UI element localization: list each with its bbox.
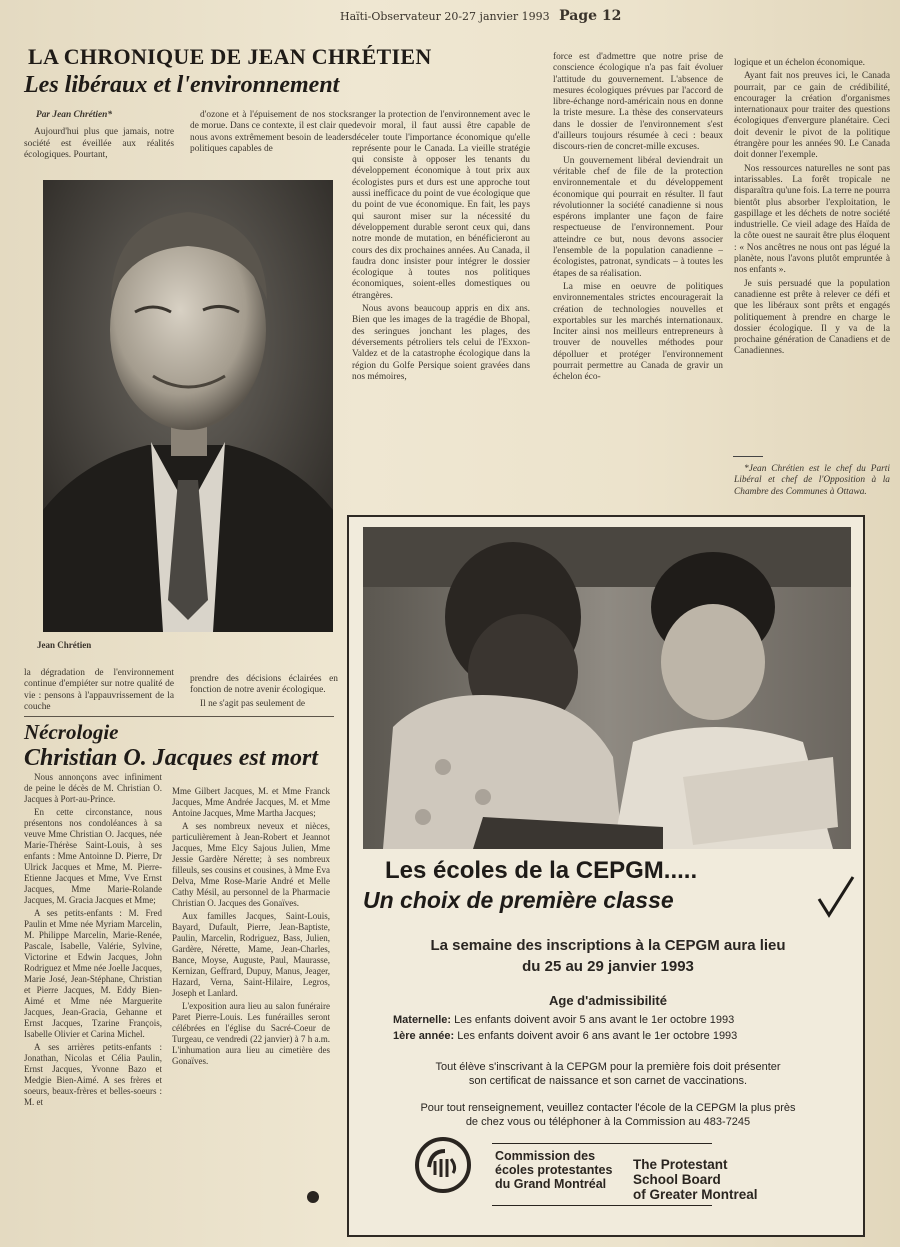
end-bullet — [307, 1191, 319, 1203]
org-name-english — [633, 1157, 758, 1202]
ad-photo — [363, 527, 851, 849]
paragraph: Aux familles Jacques, Saint-Louis, Bayard, Dufault, Pierre, Jean-Baptiste, Paulin, Marcelin, Rodriguez, Bass, Julien, Gardère, Nérette, Mame, Jean-Charles, Bance, Moyse, Auguste, Paul, Maurasse, Kernizan, Geffrard, Dupuy, Manus, Jeager, Hazard, Verna, Saint-Hilaire, Legros, Joseph et Lanlard. — [172, 911, 330, 998]
article-col2-bottom — [190, 674, 338, 718]
ad-maternelle-row — [393, 1014, 734, 1026]
premiere-text: Les enfants doivent avoir 6 ans avant le 1er octobre 1993 — [457, 1030, 738, 1042]
paragraph: ranger la protection de l'environnement avec le devoir moral, il faut aussi être capable de déceler toute l'importance économique qu'elle représente pour le Canada. La vieille stratégie qui consiste à opposer les tenants du développement économique à tout prix aux écologistes purs et durs est une approche tout aussi inefficace du point de vue écologique que du point de vue économique. En fait, les pays qui sauront miser sur la nécessité du développement durable seront ceux qui, dans notre monde de mutation, en bénéficieront au cours des dix prochaines années. Au Canada, il faudra donc insister pour intégrer le dossier écologique à toutes nos politiques économiques, soient-elles domestiques ou étrangères. — [352, 110, 530, 301]
maternelle-label: Maternelle: — [393, 1014, 452, 1026]
obituary-title: Christian O. Jacques est mort — [24, 745, 319, 771]
article-col5 — [734, 58, 890, 448]
masthead — [340, 8, 621, 24]
ad-premiere-row — [393, 1030, 737, 1042]
paragraph: En cette circonstance, nous présentons nos condoléances à sa veuve Mme Christian O. Jacques, née Marie-Thérèse Saint-Louis, à ses enfants : Mme Antoinne D. Pierre, Dr Ulrick Jacques et Mme, M. Pierre-Etienne Jacques et Mme, Vve Ernst Jacques, Mme Marie-Rolande Jacques, M. Gracia Jacques et Mme; — [24, 807, 162, 905]
paragraph: A ses nombreux neveux et nièces, particulièrement à Jean-Robert et Jeannot Jacques, Mme Elcy Sajous Julien, Mme Jessie Gardère Nérette; à ses nombreux filleuls, ses cousins et cousines, à Mme Eva Delva, Mme Rose-Marie André et Melle Cathy Mésil, au personnel de la Pharmacie Christian O. Jacques des Gonaïves. — [172, 821, 330, 908]
ad-contact-line2: de chez vous ou téléphoner à la Commission au 483-7245 — [465, 1116, 751, 1128]
paragraph: Aujourd'hui plus que jamais, notre société est éveillée aux réalités écologiques. Pourtant, — [24, 127, 174, 160]
paragraph: d'ozone et à l'épuisement de nos stocks de morue. Dans ce contexte, il est clair que nous avons extrêmement besoin de leaders politiques capables de — [190, 110, 352, 154]
premiere-label: 1ère année: — [393, 1030, 455, 1042]
obituary-col1 — [24, 772, 162, 1192]
paragraph: A ses petits-enfants : M. Fred Paulin et Mme née Myriam Marcelin, M. Philippe Marcelin, Marie-Renée, Pascale, Isabelle, Valérie, Sylvine, Victorine et Edwin Jacques, John Rodriguez et Mme née Joelle Jacques, Marie José, Jean-Stéphane, Christian et Pierre Jacques, M. Eddy Bien-Aimé et Mme née Marguerite Jacques, Jean-Gracia, Gehanne et Ernst Jacques, Tzarine François, Isabelle Olivier et Carina Michel. — [24, 908, 162, 1039]
paragraph: la dégradation de l'environnement continue d'empiéter sur notre qualité de vie : pensons à l'appauvrissement de la couche — [24, 668, 174, 712]
org-en-line: of Greater Montreal — [633, 1187, 758, 1202]
org-rule-top — [492, 1143, 712, 1144]
photo-caption: Jean Chrétien — [37, 640, 92, 650]
ad-registration-dates: du 25 au 29 janvier 1993 — [522, 958, 694, 975]
article-col4 — [553, 52, 723, 512]
org-name-french — [495, 1149, 612, 1191]
org-rule-bottom — [492, 1205, 712, 1206]
paragraph: Un gouvernement libéral deviendrait un véritable chef de file de la protection environnementale et du développement économique qui pourrait en résulter. Il faut révolutionner la société canadienne si nous espérons implanter une façon de faire respectueuse de l'environnement. Pour atteindre ce but, nous devons associer l'ensemble de la population canadienne – écologistes, patronat, syndicats – à toutes les étapes de sa réalisation. — [553, 155, 723, 279]
article-title: LA CHRONIQUE DE JEAN CHRÉTIEN — [28, 44, 432, 69]
portrait-photo — [43, 180, 333, 632]
paragraph: Nous annonçons avec infiniment de peine le décès de M. Christian O. Jacques à Port-au-Prince. — [24, 772, 162, 804]
paragraph: A ses arrières petits-enfants : Jonathan, Nicolas et Célia Paulin, Ernst Jacques, Yvonne Bazo et Medgie Bien-Aimé. A ses frères et soeurs, beaux-frères et belles-soeurs : M. et — [24, 1042, 162, 1107]
article-col1-top — [24, 110, 174, 176]
org-en-line: School Board — [633, 1172, 721, 1187]
footnote-divider — [733, 456, 763, 457]
author-footnote — [734, 464, 890, 514]
org-fr-line: écoles protestantes — [495, 1163, 613, 1177]
paragraph: Il ne s'agit pas seulement de — [200, 698, 306, 709]
cepgm-advertisement — [347, 515, 865, 1237]
children-reading-image — [363, 527, 851, 849]
ad-note-line1: Tout élève s'inscrivant à la CEPGM pour la première fois doit présenter — [435, 1061, 781, 1073]
article-col3 — [352, 110, 530, 506]
paragraph: Nos ressources naturelles ne sont pas intarissables. La forêt tropicale ne disparaîtra qu'une fois. La terre ne pourra bientôt plus absorber l'exploitation, le gaspillage et les déchets de notre société industrielle. Ce vieil adage des Haïda de la côte ouest ne saurait être plus éloquent : « Nos ancêtres ne nous ont pas légué la planète, nous l'avons plutôt empruntée à nos enfants ». — [734, 163, 890, 276]
org-fr-line: du Grand Montréal — [495, 1177, 607, 1191]
org-en-line: The Protestant — [633, 1157, 728, 1172]
org-fr-line: Commission des — [495, 1149, 596, 1163]
portrait-image — [43, 180, 333, 632]
paragraph: force est d'admettre que notre prise de conscience écologique n'a pas fait évoluer l'attitude du gouvernement. L'absence de mesures écologiques prévues par l'accord de libre-échange nord-américain nous en donne la triste mesure. La thèse des conservateurs dans le dossier de l'environnement s'est d'ailleurs toujours résumée à ceci : beaux discours-rien de concret-mille excuses. — [553, 52, 723, 153]
ad-title: Les écoles de la CEPGM..... — [385, 857, 698, 884]
paragraph: La mise en oeuvre de politiques environnementales strictes encouragerait la création de technologies nouvelles et exportables sur les marchés internationaux. Inciter ainsi nos meilleurs entrepreneurs à trouver de nouvelles méthodes pour dépolluer et protéger l'environnement pourrait permettre au Canada de gravir un échelon éco- — [553, 281, 723, 383]
paragraph: L'exposition aura lieu au salon funéraire Paret Pierre-Louis. Les funérailles seront célébrées en l'église du Sacré-Coeur de Turgeau, ce vendredi (22 janvier) à 7 h a.m. L'inhumation aura lieu au cimetière des Gonaïves. — [172, 1001, 330, 1066]
masthead-paper: Haïti-Observateur 20-27 janvier 1993 — [340, 10, 550, 23]
paragraph: Nous avons beaucoup appris en dix ans. Bien que les images de la tragédie de Bhopal, des seringues jonchant les plages, des déversements pétroliers tels celui de l'Exxon-Valdez et de la catastrophe écologique dans la région du Golfe Persique soient gravées dans nos mémoires, — [352, 304, 530, 382]
paragraph: Mme Gilbert Jacques, M. et Mme Franck Jacques, Mme Andrée Jacques, M. et Mme Antoine Jacques, Mme Martha Jacques; — [172, 786, 330, 818]
page-number: Page 12 — [559, 8, 622, 24]
paragraph: logique et un échelon économique. — [734, 58, 865, 68]
paragraph: Je suis persuadé que la population canadienne est prête à relever ce défi et que les libéraux sont prêts et engagés politiquement à prendre en charge le dossier écologique. Il y va de la prochaine génération de Canadiens et de Canadiennes. — [734, 278, 890, 357]
ad-note-line2: son certificat de naissance et son carnet de vaccinations. — [468, 1075, 748, 1087]
obituary-col2 — [172, 786, 330, 1186]
ad-registration-line: La semaine des inscriptions à la CEPGM aura lieu — [430, 937, 786, 954]
checkmark-icon — [817, 875, 857, 919]
obituary-heading: Nécrologie — [24, 720, 119, 744]
ad-subtitle: Un choix de première classe — [363, 887, 674, 913]
paragraph: prendre des décisions éclairées en fonction de notre avenir écologique. — [190, 674, 338, 696]
section-divider — [24, 716, 334, 717]
article-col2-top — [190, 110, 352, 176]
footnote-text: *Jean Chrétien est le chef du Parti Libéral et chef de l'Opposition à la Chambre des Communes à Ottawa. — [734, 464, 890, 497]
ad-age-heading: Age d'admissibilité — [549, 993, 667, 1008]
article-subtitle: Les libéraux et l'environnement — [24, 72, 340, 98]
maternelle-text: Les enfants doivent avoir 5 ans avant le 1er octobre 1993 — [454, 1014, 735, 1026]
paragraph: Ayant fait nos preuves ici, le Canada pourrait, par ce gain de crédibilité, encourager la création d'organismes internationaux pour traiter des questions écologiques d'envergure planétaire. Ceci doit devenir le pivot de la politique étrangère pour les années 90. Le Canada doit donner l'exemple. — [734, 71, 890, 161]
ad-contact-line1: Pour tout renseignement, veuillez contacter l'école de la CEPGM la plus près — [420, 1102, 796, 1114]
logo-mark — [419, 1141, 467, 1189]
byline: Par Jean Chrétien* — [36, 110, 113, 120]
school-board-logo-icon — [415, 1137, 471, 1193]
article-col1-bottom — [24, 668, 174, 716]
